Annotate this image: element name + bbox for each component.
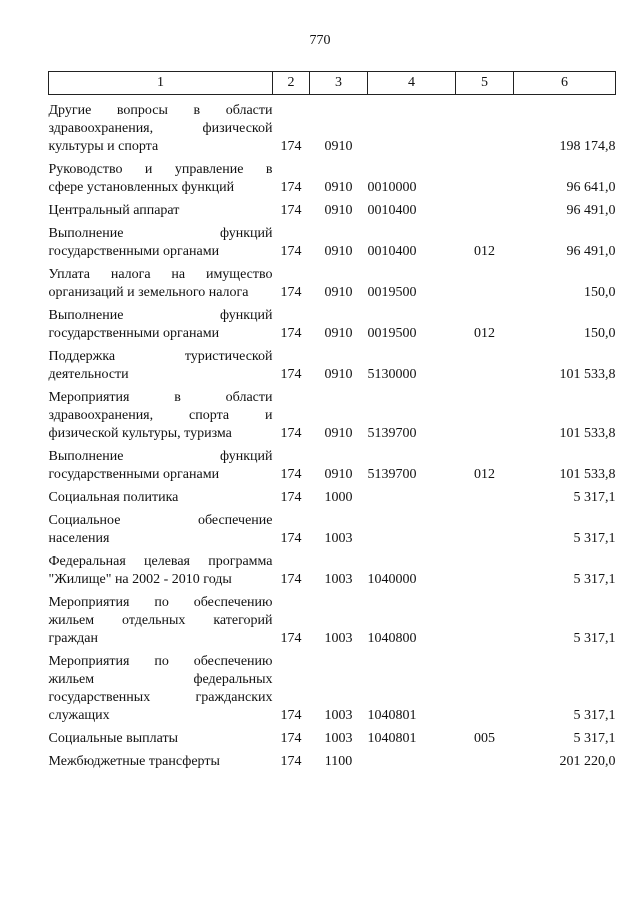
row-name-line: сфере установленных функций — [48, 180, 235, 195]
row-code-4: 0010400 — [367, 203, 417, 218]
row-name — [49, 484, 273, 507]
row-name-line: "Жилище" на 2002 - 2010 годы — [48, 572, 232, 587]
row-code-4 — [368, 748, 456, 771]
row-code-2: 174 — [280, 180, 302, 195]
row-code-4: 0010400 — [367, 244, 417, 259]
row-code-5: 012 — [474, 467, 495, 482]
row-code-2: 174 — [280, 367, 302, 382]
row-name-line: Мероприятия по обеспечению — [48, 595, 273, 610]
row-name-line: государственными органами — [48, 244, 220, 259]
row-code-5 — [456, 197, 514, 220]
row-code-5 — [456, 507, 514, 548]
table-body — [49, 95, 616, 772]
table-row — [49, 197, 616, 220]
row-code-3: 1000 — [324, 490, 353, 505]
row-name — [49, 748, 273, 771]
column-header-3: 3 — [310, 72, 368, 95]
row-code-3: 0910 — [324, 180, 353, 195]
row-name — [49, 384, 273, 443]
row-code-3: 1003 — [324, 531, 353, 546]
row-code-3: 0910 — [324, 139, 353, 154]
row-code-5 — [456, 384, 514, 443]
row-code-4 — [368, 97, 456, 156]
row-code-2: 174 — [280, 326, 302, 341]
row-code-2: 174 — [280, 572, 302, 587]
row-name-line: жильем федеральных — [48, 672, 273, 687]
table-row — [49, 384, 616, 443]
row-code-4 — [368, 507, 456, 548]
row-name-line: Выполнение функций — [48, 308, 273, 323]
row-name — [49, 589, 273, 648]
row-code-3: 1003 — [324, 631, 353, 646]
row-name-line: Другие вопросы в области — [48, 103, 273, 118]
row-amount: 101 533,8 — [559, 467, 616, 482]
table-row — [49, 548, 616, 589]
row-name-line: государственных гражданских — [48, 690, 273, 705]
table-row — [49, 725, 616, 748]
row-code-4: 1040800 — [367, 631, 417, 646]
row-code-2: 174 — [280, 467, 302, 482]
row-name-line: Выполнение функций — [48, 449, 273, 464]
row-name-line: деятельности — [48, 367, 129, 382]
row-code-2: 174 — [280, 139, 302, 154]
row-name — [49, 197, 273, 220]
budget-table — [48, 71, 616, 771]
row-name-line: государственными органами — [48, 467, 220, 482]
row-name — [49, 220, 273, 261]
row-name — [49, 156, 273, 197]
table-row — [49, 589, 616, 648]
row-code-3: 0910 — [324, 426, 353, 441]
row-amount: 5 317,1 — [573, 531, 616, 546]
row-code-2: 174 — [280, 203, 302, 218]
row-name — [49, 261, 273, 302]
row-code-5: 005 — [474, 731, 495, 746]
row-amount: 5 317,1 — [573, 572, 616, 587]
row-name-line: организаций и земельного налога — [48, 285, 249, 300]
row-name-line: Уплата налога на имущество — [48, 267, 273, 282]
table-row — [49, 156, 616, 197]
row-code-4: 1040801 — [367, 708, 417, 723]
table-row — [49, 748, 616, 771]
row-code-4: 0019500 — [367, 326, 417, 341]
table-row — [49, 97, 616, 156]
row-amount: 150,0 — [584, 326, 616, 341]
row-amount: 5 317,1 — [573, 490, 616, 505]
row-code-4: 1040801 — [367, 731, 417, 746]
row-code-5 — [456, 156, 514, 197]
column-header-4: 4 — [368, 72, 456, 95]
row-amount: 96 491,0 — [566, 203, 616, 218]
row-name-line: Федеральная целевая программа — [48, 554, 273, 569]
column-header-2: 2 — [273, 72, 310, 95]
table-row — [49, 343, 616, 384]
row-code-5 — [456, 648, 514, 725]
row-code-4: 1040000 — [367, 572, 417, 587]
row-name-line: физической культуры, туризма — [48, 426, 232, 441]
row-code-2: 174 — [280, 754, 302, 769]
row-name-line: Социальные выплаты — [48, 731, 179, 746]
row-name-line: Мероприятия по обеспечению — [48, 654, 273, 669]
row-code-2: 174 — [280, 244, 302, 259]
row-code-5 — [456, 343, 514, 384]
row-name — [49, 648, 273, 725]
row-amount: 150,0 — [584, 285, 616, 300]
row-code-5 — [456, 748, 514, 771]
row-name-line: Мероприятия в области — [48, 390, 273, 405]
row-code-4: 0010000 — [367, 180, 417, 195]
table-row — [49, 507, 616, 548]
table-row — [49, 484, 616, 507]
row-name-line: Социальное обеспечение — [48, 513, 273, 528]
row-code-3: 0910 — [324, 203, 353, 218]
row-name — [49, 725, 273, 748]
row-amount: 201 220,0 — [559, 754, 616, 769]
row-code-4: 5139700 — [367, 426, 417, 441]
row-code-3: 0910 — [324, 326, 353, 341]
table-row — [49, 648, 616, 725]
row-code-3: 1003 — [324, 572, 353, 587]
row-name-line: населения — [48, 531, 110, 546]
row-name-line: культуры и спорта — [48, 139, 159, 154]
row-code-5 — [456, 97, 514, 156]
row-name-line: Центральный аппарат — [48, 203, 180, 218]
row-name-line: здравоохранения, спорта и — [48, 408, 273, 423]
row-amount: 96 641,0 — [566, 180, 616, 195]
column-header-6: 6 — [514, 72, 616, 95]
row-code-2: 174 — [280, 731, 302, 746]
row-code-5 — [456, 548, 514, 589]
header-row — [49, 72, 616, 95]
column-header-5: 5 — [456, 72, 514, 95]
row-name-line: Межбюджетные трансферты — [48, 754, 220, 769]
row-code-3: 0910 — [324, 467, 353, 482]
row-name-line: Выполнение функций — [48, 226, 273, 241]
row-code-3: 1003 — [324, 708, 353, 723]
row-name — [49, 443, 273, 484]
row-name — [49, 97, 273, 156]
row-code-5: 012 — [474, 244, 495, 259]
row-code-2: 174 — [280, 531, 302, 546]
row-name — [49, 507, 273, 548]
row-name — [49, 302, 273, 343]
row-code-4: 5139700 — [367, 467, 417, 482]
column-header-1: 1 — [49, 72, 273, 95]
row-code-3: 1003 — [324, 731, 353, 746]
table-row — [49, 302, 616, 343]
row-code-3: 1100 — [324, 754, 353, 769]
row-name-line: государственными органами — [48, 326, 220, 341]
table-row — [49, 220, 616, 261]
row-code-3: 0910 — [324, 244, 353, 259]
table-row — [49, 443, 616, 484]
row-name — [49, 548, 273, 589]
row-amount: 5 317,1 — [573, 631, 616, 646]
row-code-5 — [456, 484, 514, 507]
row-name-line: Социальная политика — [48, 490, 179, 505]
row-name-line: Поддержка туристической — [48, 349, 273, 364]
row-name-line: граждан — [48, 631, 98, 646]
row-amount: 5 317,1 — [573, 708, 616, 723]
row-name-line: здравоохранения, физической — [48, 121, 273, 136]
row-name-line: Руководство и управление в — [48, 162, 273, 177]
row-code-4: 0019500 — [367, 285, 417, 300]
row-amount: 101 533,8 — [559, 367, 616, 382]
row-code-3: 0910 — [324, 285, 353, 300]
row-amount: 198 174,8 — [559, 139, 616, 154]
row-code-2: 174 — [280, 426, 302, 441]
row-name-line: служащих — [48, 708, 110, 723]
row-code-2: 174 — [280, 490, 302, 505]
row-name — [49, 343, 273, 384]
row-code-5: 012 — [474, 326, 495, 341]
row-amount: 5 317,1 — [573, 731, 616, 746]
row-code-2: 174 — [280, 708, 302, 723]
page-number: 770 — [309, 33, 331, 48]
row-code-5 — [456, 261, 514, 302]
row-code-4 — [368, 484, 456, 507]
row-code-2: 174 — [280, 285, 302, 300]
row-amount: 96 491,0 — [566, 244, 616, 259]
table-row — [49, 261, 616, 302]
row-amount: 101 533,8 — [559, 426, 616, 441]
row-code-4: 5130000 — [367, 367, 417, 382]
row-code-5 — [456, 589, 514, 648]
row-name-line: жильем отдельных категорий — [48, 613, 273, 628]
row-code-2: 174 — [280, 631, 302, 646]
row-code-3: 0910 — [324, 367, 353, 382]
